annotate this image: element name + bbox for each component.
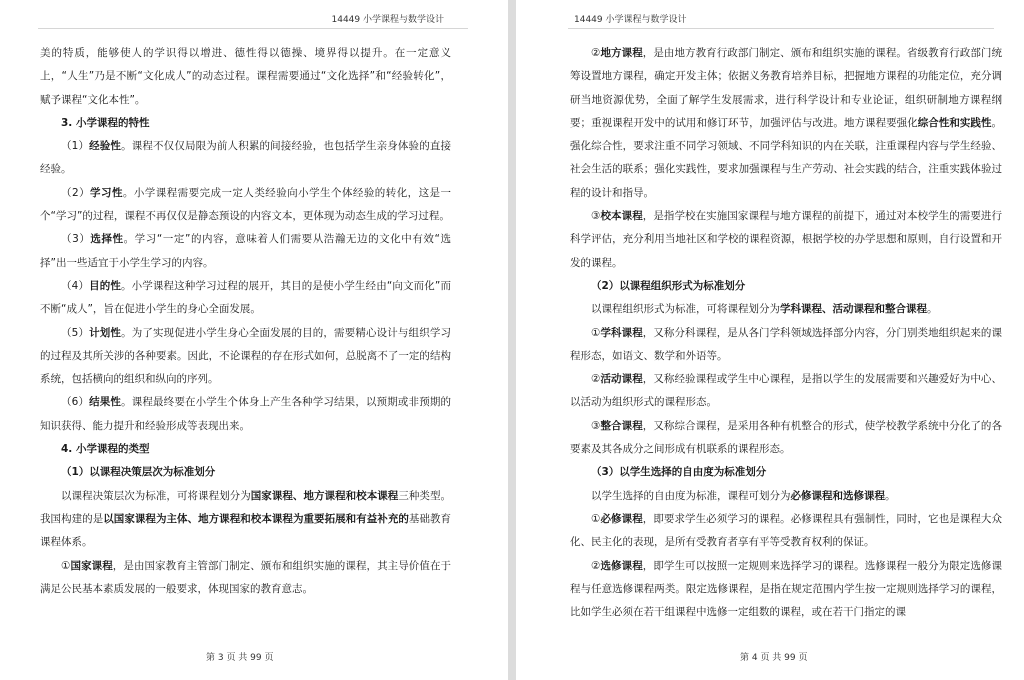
text-run: （5） — [61, 326, 90, 339]
bold-term: 地方课程 — [600, 47, 643, 59]
text-run: ，是指学校在实施国家课程与地方课程的前提下，通过对本校学生的需要进行科学评估，充分利用当地社区和学校的课程资源，根据学校的办学思想和原则，自行设置和开发的课程。 — [570, 210, 1003, 269]
section-heading — [40, 438, 451, 461]
page-header: 14449 小学课程与数学设计 — [574, 15, 687, 25]
text-run: 3. 小学课程的特性 — [61, 116, 150, 129]
text-run: 。小学课程这种学习过程的展开，其目的是使小学生经由“向文而化”而不断“成人”，旨在促进小学生的身心全面发展。 — [40, 279, 452, 316]
section-heading — [40, 461, 451, 484]
section-heading — [40, 112, 451, 135]
paragraph — [40, 275, 451, 322]
header-divider — [38, 28, 468, 29]
text-run: ② — [591, 559, 601, 572]
text-run: （3）以学生选择的自由度为标准划分 — [591, 466, 767, 479]
text-run: 以课程组织形式为标准，可将课程划分为 — [591, 303, 780, 316]
text-run: ，是由地方教育行政部门制定、颁布和组织实施的课程。省级教育行政部门统筹设置地方课程，确定开发主体；依据义务教育培养目标，把握地方课程的功能定位，充分调研当地资源优势，全面了解学生发展需求，进行科学设计和专业论证，组织研制地方课程纲要；重视课程开发中的试用和修订环节，加强评估与改进。地方课程要强化 — [570, 47, 1003, 129]
text-run: 基础教育课程体系。 — [40, 512, 452, 549]
bold-term: 以国家课程为主体、地方课程和校本课程为重要拓展和有益补充的 — [103, 512, 409, 525]
paragraph — [40, 135, 451, 182]
text-run: （4） — [61, 279, 90, 292]
text-run: 。为了实现促进小学生身心全面发展的目的，需要精心设计与组织学习的过程及其所关涉的各种要素。因此，不论课程的存在形式如何，总脱离不了一定的结构系统，包括横向的组织和纵向的序列。 — [40, 326, 452, 386]
page-header: 14449 小学课程与数学设计 — [331, 15, 444, 25]
text-run: （1） — [61, 140, 90, 153]
text-run: ① — [591, 326, 601, 339]
text-run: ① — [61, 559, 71, 572]
text-run: 。小学课程需要完成一定人类经验向小学生个体经验的转化，这是一个“学习”的过程，课程不再仅仅是静态预设的内容文本，更体现为动态生成的学习过程。 — [40, 186, 452, 223]
text-run: ③ — [591, 419, 601, 432]
text-run: ② — [591, 373, 601, 386]
bold-term: 经验性 — [89, 140, 122, 153]
text-run: ，即学生可以按照一定规则来选择学习的课程。选修课程一般分为限定选修课程与任意选修课程两类。限定选修课程，是指在规定范围内学生按一定规则选择学习的课程，比如学生必须在若干组课程中选修一定组数的课程，或在若干门指定的课 — [570, 559, 1003, 619]
bold-term: 活动课程 — [600, 373, 643, 386]
text-run: ，即要求学生必须学习的课程。必修课程具有强制性，同时，它也是课程大众化、民主化的表现，是所有受教育者享有平等受教育权利的保证。 — [570, 512, 1003, 549]
paragraph — [570, 555, 1002, 625]
text-run: 。强化综合性，要求注重不同学习领域、不同学科知识的内在关联，注重课程内容与学生经验、社会生活的联系；强化实践性，要求加强课程与生产劳动、社会实践的结合，注重实践体验过程的设计和指导。 — [570, 116, 1003, 199]
paragraph — [40, 228, 451, 275]
paragraph — [570, 298, 1002, 321]
bold-term: 国家课程 — [70, 559, 113, 572]
text-run: （1）以课程决策层次为标准划分 — [61, 466, 216, 479]
text-run: ，又称分科课程，是从各门学科领域选择部分内容，分门别类地组织起来的课程形态，如语文、数学和外语等。 — [570, 326, 1003, 362]
paragraph — [40, 322, 451, 392]
text-run: 三种类型。我国构建的是 — [40, 489, 452, 525]
text-run: 以课程决策层次为标准，可将课程划分为 — [61, 489, 251, 502]
bold-term: 学科课程、活动课程和整合课程 — [780, 303, 927, 316]
document-page-3 — [0, 0, 508, 680]
paragraph — [570, 322, 1002, 369]
text-run: ，又称经验课程或学生中心课程，是指以学生的发展需要和兴趣爱好为中心、以活动为组织形式的课程形态。 — [570, 373, 1003, 409]
bold-term: 计划性 — [89, 326, 122, 339]
paragraph — [40, 485, 451, 555]
text-run: 。学习“一定”的内容，意味着人们需要从浩瀚无边的文化中有效“选择”出一些适宜于小学生学习的内容。 — [40, 233, 451, 269]
bold-term: 必修课程 — [600, 512, 643, 525]
bold-term: 选择性 — [90, 233, 124, 246]
bold-term: 综合性和实践性 — [917, 116, 992, 129]
text-run: （6） — [61, 396, 90, 409]
bold-term: 学习性 — [90, 186, 123, 199]
text-run: 以学生选择的自由度为标准，课程可划分为 — [591, 489, 791, 502]
page-body — [570, 42, 1002, 624]
page-footer: 第 3 页 共 99 页 — [206, 653, 274, 663]
section-heading — [570, 275, 1002, 298]
bold-term: 校本课程 — [600, 210, 643, 223]
bold-term: 学科课程 — [600, 326, 643, 339]
paragraph — [570, 508, 1002, 555]
text-run: 美的特质，能够使人的学识得以增进、德性得以德操、境界得以提升。在一定意义上，“人生”乃是不断“文化成人”的动态过程。课程需要通过“文化选择”和“经验转化”，赋予课程“文化本性”。 — [40, 47, 451, 106]
bold-term: 国家课程、地方课程和校本课程 — [250, 489, 399, 502]
paragraph — [570, 485, 1002, 508]
text-run: ，是由国家教育主管部门制定、颁布和组织实施的课程，其主导价值在于满足公民基本素质发展的一般要求，体现国家的教育意志。 — [40, 559, 452, 595]
header-divider — [568, 28, 994, 29]
text-run: 。 — [927, 303, 938, 316]
page-gutter — [508, 0, 516, 680]
document-page-4 — [516, 0, 1024, 680]
bold-term: 目的性 — [89, 279, 121, 292]
section-heading — [570, 461, 1002, 484]
paragraph — [570, 42, 1002, 205]
text-run: （2）以课程组织形式为标准划分 — [591, 279, 746, 292]
text-run: ② — [591, 47, 601, 59]
paragraph — [570, 205, 1002, 275]
paragraph — [570, 368, 1002, 415]
paragraph — [40, 42, 451, 112]
text-run: 。 — [885, 489, 896, 502]
paragraph — [40, 182, 451, 229]
paragraph — [570, 415, 1002, 462]
text-run: （2） — [61, 186, 91, 199]
text-run: ，又称综合课程，是采用各种有机整合的形式，使学校教学系统中分化了的各要素及其各成分之间形成有机联系的课程形态。 — [570, 419, 1003, 456]
text-run: ① — [591, 512, 601, 525]
text-run: 。课程不仅仅局限为前人积累的间接经验，也包括学生亲身体验的直接经验。 — [40, 140, 452, 176]
bold-term: 结果性 — [89, 396, 122, 409]
page-footer: 第 4 页 共 99 页 — [740, 653, 808, 663]
page-body — [40, 42, 451, 601]
bold-term: 整合课程 — [600, 419, 643, 432]
paragraph — [40, 391, 451, 438]
text-run: 。课程最终要在小学生个体身上产生各种学习结果，以预期或非预期的知识获得、能力提升和经验形成等表现出来。 — [40, 396, 452, 432]
text-run: （3） — [61, 233, 91, 246]
text-run: 4. 小学课程的类型 — [61, 443, 150, 456]
bold-term: 必修课程和选修课程 — [790, 489, 885, 502]
bold-term: 选修课程 — [600, 559, 643, 572]
paragraph — [40, 555, 451, 602]
text-run: ③ — [591, 210, 601, 223]
